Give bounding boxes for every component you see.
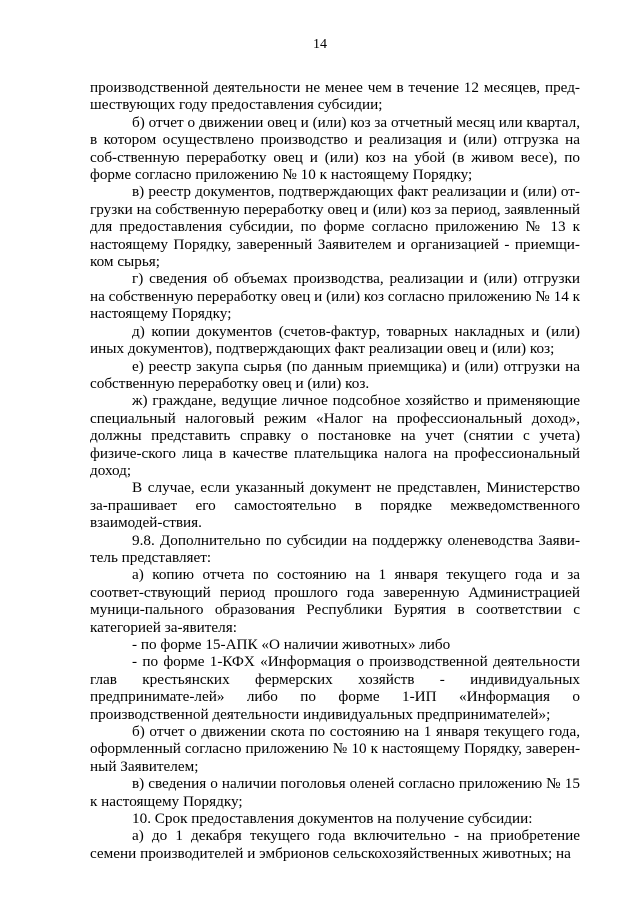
- document-body: [90, 79, 580, 862]
- paragraph-item-zh: ж) граждане, ведущие личное подсобное хозяйство и применяющие специальный налоговый режим «Налог на профессиональный доход», должны представить справку о постановке на учет (снятии с учета) физиче-ского лица в качестве плательщика налога на профессиональный доход;: [90, 392, 580, 479]
- list-item-form-15-apk: - по форме 15-АПК «О наличии животных» либо: [132, 636, 451, 653]
- paragraph-item-b: б) отчет о движении овец и (или) коз за отчетный месяц или квартал, в котором осуществлено производство и реализация и (или) отгрузка на соб-ственную переработку овец и (или) коз на убой (в живом весе), по форме согласно приложению № 10 к настоящему Порядку;: [90, 113, 580, 184]
- paragraph-section-10: 10. Срок предоставления документов на получение субсидии:: [132, 810, 533, 828]
- paragraph-item-a-deadline: а) до 1 декабря текущего года включительно - на приобретение семени производителей и эмбрионов сельскохозяйственных животных; на: [90, 827, 580, 862]
- page-number: 14: [313, 37, 327, 52]
- paragraph-item-a: а) копию отчета по состоянию на 1 января текущего года и за соответ-ствующий период прошлого года заверенную Администрацией муници-пального образования Республики Бурятия в соответствии с категорией за-явителя:: [90, 566, 580, 636]
- paragraph-item-e: е) реестр закупа сырья (по данным приемщика) и (или) отгрузки на собственную переработку овец и (или) коз.: [90, 357, 580, 392]
- paragraph-item-g: г) сведения об объемах производства, реализации и (или) отгрузки на собственную переработку овец и (или) коз согласно приложению № 14 к настоящему Порядку;: [90, 270, 580, 323]
- paragraph-item-v-reindeer: в) сведения о наличии поголовья оленей согласно приложению № 15 к настоящему Порядку;: [90, 775, 580, 810]
- paragraph-item-d: д) копии документов (счетов-фактур, товарных накладных и (или) иных документов), подтверждающих факт реализации овец и (или) коз;: [90, 322, 580, 358]
- paragraph-continuation: производственной деятельности не менее чем в течение 12 месяцев, пред-шествующих году предоставления субсидии;: [90, 79, 580, 114]
- paragraph-item-b-livestock: б) отчет о движении скота по состоянию на 1 января текущего года, оформленный согласно приложению № 10 к настоящему Порядку, заверен-ный Заявителем;: [90, 723, 580, 775]
- paragraph-note: В случае, если указанный документ не представлен, Министерство за-прашивает его самостоятельно в порядке межведомственного взаимодей-ствия.: [90, 479, 580, 532]
- list-item-form-1-kfh: - по форме 1-КФХ «Информация о производственной деятельности глав крестьянских фермерских хозяйств - индивидуальных предпринимате-лей» либо по форме 1-ИП «Информация о производственной деятельности индивидуальных предпринимателей»;: [90, 653, 580, 723]
- paragraph-section-9-8: 9.8. Дополнительно по субсидии на поддержку оленеводства Заяви-тель представляет:: [90, 531, 580, 566]
- paragraph-item-v: в) реестр документов, подтверждающих факт реализации и (или) от-грузки на собственную переработку овец и (или) коз за период, заявленный для предоставления субсидии, по форме согласно приложению № 13 к настоящему Порядку, заверенный Заявителем и организацией - приемщи-ком сырья;: [90, 183, 580, 271]
